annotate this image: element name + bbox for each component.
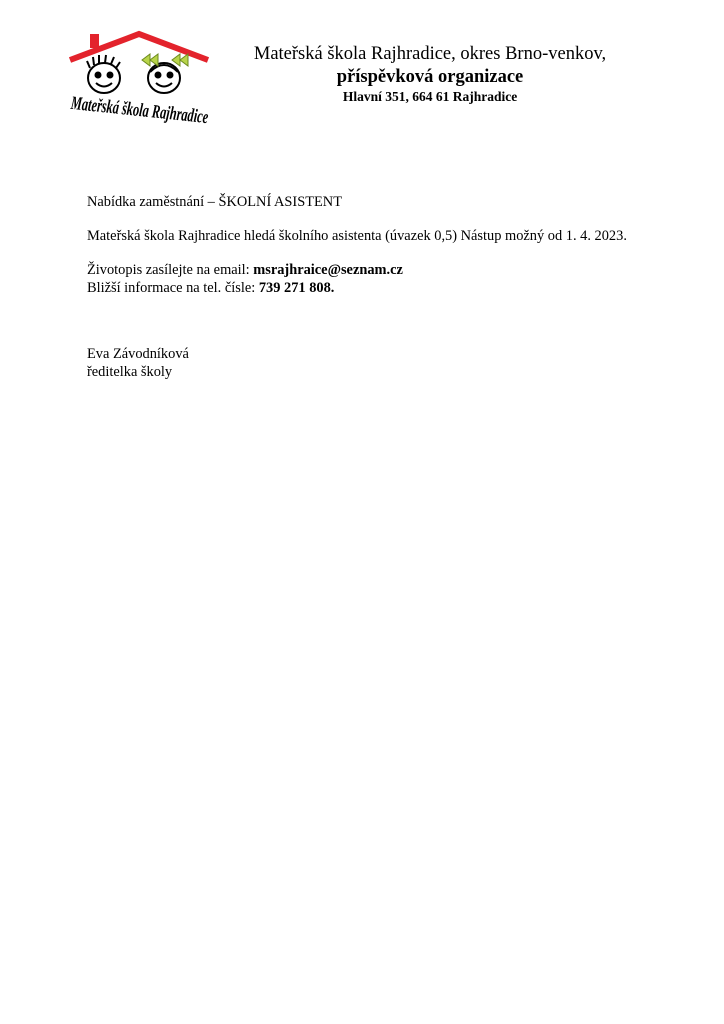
school-name: Mateřská škola Rajhradice, okres Brno-venkov, <box>253 44 607 64</box>
organization-type: příspěvková organizace <box>336 67 524 87</box>
bow-right-icon <box>172 54 188 66</box>
phone-label: Bližší informace na tel. čísle: <box>87 280 259 296</box>
signature-name: Eva Závodníková <box>87 346 189 362</box>
kindergarten-logo <box>64 28 283 136</box>
chimney-icon <box>90 34 99 48</box>
logo-text: Mateřská škola Rajhradice <box>69 92 283 136</box>
girl-face-icon <box>148 63 180 93</box>
bow-left-icon <box>142 54 158 66</box>
job-offer-heading: Nabídka zaměstnání – ŠKOLNÍ ASISTENT <box>87 194 342 210</box>
school-address: Hlavní 351, 664 61 Rajhradice <box>342 89 518 104</box>
email-label: Životopis zasílejte na email: <box>87 262 254 278</box>
email-address: msrajhraice@seznam.cz <box>253 262 403 278</box>
signature-title: ředitelka školy <box>87 364 173 380</box>
job-offer-paragraph: Mateřská škola Rajhradice hledá školního asistenta (úvazek 0,5) Nástup možný od 1. 4. 2023. <box>87 228 627 244</box>
phone-line <box>87 280 334 297</box>
boy-face-icon <box>87 55 120 93</box>
phone-number: 739 271 808. <box>258 280 335 296</box>
email-line <box>87 262 403 279</box>
